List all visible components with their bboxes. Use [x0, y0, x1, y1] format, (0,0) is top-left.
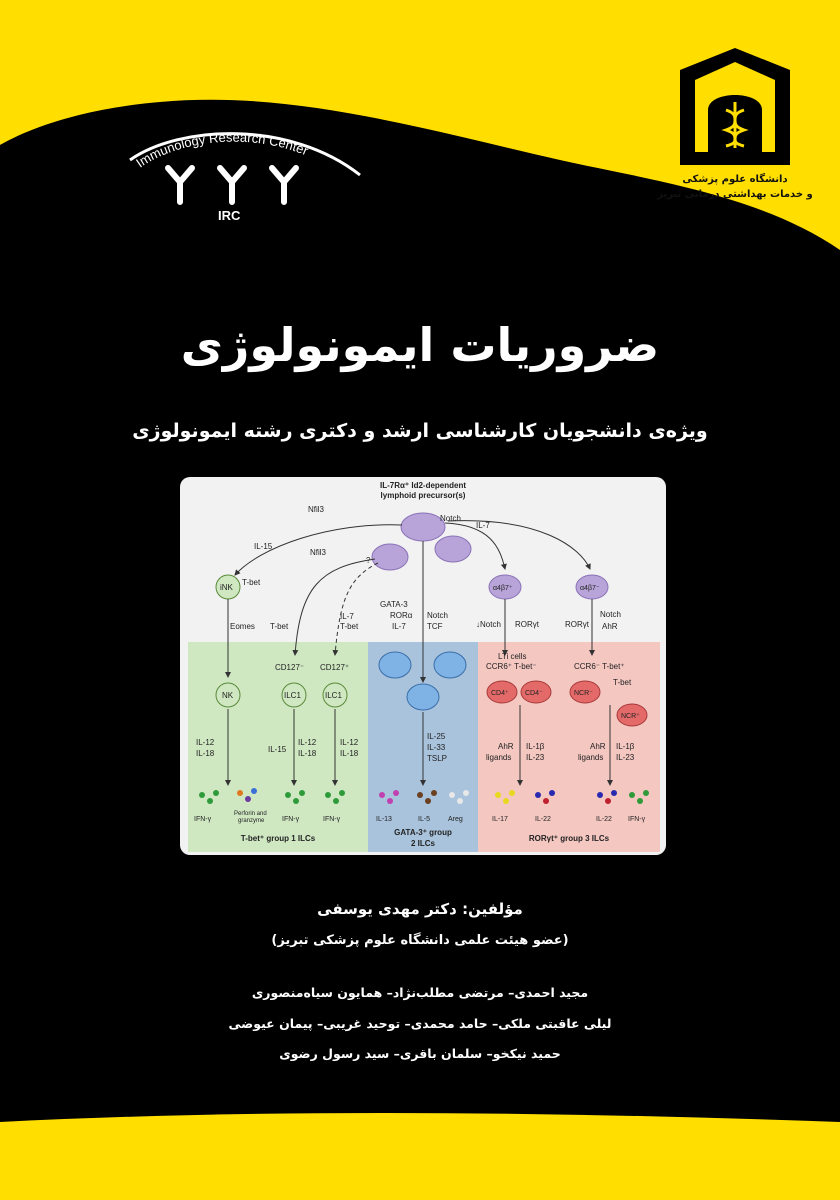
- precursor-cell: [401, 513, 445, 541]
- label-il22-b: IL-22: [596, 816, 612, 823]
- label-ncr-pos: NCR⁺: [621, 713, 640, 720]
- label-nfil3-a: Nfil3: [308, 505, 325, 514]
- label-ccr6-neg: CCR6⁻ T-bet⁺: [574, 662, 625, 671]
- label-il12-c: IL-12: [340, 738, 359, 747]
- label-il1b-2: IL-1β: [616, 742, 635, 751]
- label-ligands-2: ligands: [578, 753, 604, 762]
- label-ink: iNK: [220, 583, 233, 592]
- label-rorgt: RORγt: [515, 620, 539, 629]
- university-line-1: دانشگاه علوم پزشکی: [682, 174, 788, 185]
- label-il23-b: IL-23: [616, 753, 635, 762]
- coauthors-line-1: مجید احمدی– مرتضی مطلب‌نژاد– همایون سیاه‌منصوری: [251, 985, 589, 1000]
- label-rora: RORα: [390, 611, 413, 620]
- group2-label-2: 2 ILCs: [410, 839, 436, 848]
- label-il12-b: IL-12: [298, 738, 317, 747]
- university-line-2: و خدمات بهداشتی درمانی تبریز: [657, 189, 813, 200]
- label-tbet-3: T-bet: [340, 622, 359, 631]
- label-il18-a: IL-18: [196, 749, 215, 758]
- label-cd4-neg: CD4⁻: [525, 690, 543, 697]
- label-il18-c: IL-18: [340, 749, 359, 758]
- label-il23: IL-23: [526, 753, 545, 762]
- label-il15: IL-15: [254, 542, 273, 551]
- ilc2-cell: [379, 652, 411, 678]
- label-tbet-2: T-bet: [270, 622, 289, 631]
- label-notch: Notch: [440, 514, 461, 523]
- label-perforin: Perforin and: [234, 811, 267, 817]
- label-q: ?: [366, 556, 371, 565]
- ilc2-cell: [434, 652, 466, 678]
- label-cd127-pos: CD127⁺: [320, 663, 350, 672]
- label-cd127-neg: CD127⁻: [275, 663, 305, 672]
- group2-label-1: GATA-3⁺ group: [394, 828, 452, 837]
- label-il1b: IL-1β: [526, 742, 545, 751]
- book-title: ضروریات ایمونولوژی: [180, 318, 660, 372]
- ilc2-cell: [407, 684, 439, 710]
- label-nfil3-b: Nfil3: [310, 548, 327, 557]
- author-label: مؤلفین: دکتر مهدی یوسفی: [317, 900, 523, 918]
- label-tbet: T-bet: [242, 578, 261, 587]
- label-tbet-4: T-bet: [613, 678, 632, 687]
- label-tslp: TSLP: [427, 754, 448, 763]
- coauthors-line-2: لیلی عاقبتی ملکی– حامد محمدی– توحید غریبی– پیمان عیوضی: [228, 1016, 612, 1031]
- author-affiliation: (عضو هیئت علمی دانشگاه علوم پزشکی تبریز): [271, 933, 569, 948]
- university-name: [640, 172, 830, 202]
- irc-abbr: IRC: [218, 208, 241, 223]
- university-logo: [660, 40, 810, 170]
- label-il22: IL-22: [535, 816, 551, 823]
- label-granzyme: granzyme: [238, 818, 265, 824]
- label-ifng-4: IFN-γ: [628, 816, 646, 823]
- label-il17: IL-17: [492, 816, 508, 823]
- label-ahr-l: AhR: [498, 742, 514, 751]
- label-eomes: Eomes: [230, 622, 255, 631]
- label-notch-3: Notch: [600, 610, 621, 619]
- precursor-cell: [435, 536, 471, 562]
- label-ncr-neg: NCR⁻: [574, 690, 593, 697]
- label-lti: LTi cells: [498, 652, 527, 661]
- label-il7: IL-7: [476, 521, 490, 530]
- label-ifng-2: IFN-γ: [282, 816, 300, 823]
- label-ahr: AhR: [602, 622, 618, 631]
- bottom-yellow-band: [0, 1113, 840, 1200]
- label-il12-a: IL-12: [196, 738, 215, 747]
- group1-label: T-bet⁺ group 1 ILCs: [240, 834, 316, 843]
- ilc-diagram: [180, 477, 666, 855]
- label-il13: IL-13: [376, 816, 392, 823]
- antibody-icon: [168, 168, 296, 202]
- label-ccr6-pos: CCR6⁺ T-bet⁻: [486, 662, 537, 671]
- label-notch-2: Notch: [427, 611, 448, 620]
- label-ligands: ligands: [486, 753, 512, 762]
- label-cd4-pos: CD4⁺: [491, 690, 509, 697]
- label-ifng-3: IFN-γ: [323, 816, 341, 823]
- label-il18-b: IL-18: [298, 749, 317, 758]
- label-nk: NK: [222, 691, 234, 700]
- label-areg: Areg: [448, 816, 463, 823]
- precursor-label-1: IL-7Rα⁺ Id2-dependent: [379, 481, 467, 490]
- irc-name-fa: مرکز تحقیقات ایمونولوژی: [165, 222, 335, 237]
- irc-logo: [120, 120, 380, 230]
- label-rorgt-2: RORγt: [565, 620, 589, 629]
- label-ilc1-a: ILC1: [284, 691, 301, 700]
- label-a4b7-neg: α4β7⁻: [580, 585, 600, 592]
- irc-arc-text: Immunology Research Center: [133, 129, 311, 171]
- label-ahr-l2: AhR: [590, 742, 606, 751]
- precursor-cell: [372, 544, 408, 570]
- label-tcf: TCF: [427, 622, 443, 631]
- group3-label: RORγt⁺ group 3 ILCs: [528, 834, 610, 843]
- coauthors-line-3: حمید نیکخو– سلمان باقری– سید رسول رضوی: [279, 1046, 561, 1061]
- label-ifng-1: IFN-γ: [194, 816, 212, 823]
- label-il25: IL-25: [427, 732, 446, 741]
- label-ilc1-b: ILC1: [325, 691, 342, 700]
- label-il7-c: IL-7: [392, 622, 406, 631]
- precursor-label-2: lymphoid precursor(s): [380, 491, 466, 500]
- label-il5: IL-5: [418, 816, 431, 823]
- label-il33: IL-33: [427, 743, 446, 752]
- label-gata3: GATA-3: [380, 600, 408, 609]
- label-notch-down: ↓Notch: [476, 620, 501, 629]
- label-il15-b: IL-15: [268, 745, 287, 754]
- book-subtitle: ویژه‌ی دانشجویان کارشناسی ارشد و دکتری رشته ایمونولوژی: [132, 420, 708, 442]
- label-a4b7-pos: α4β7⁺: [493, 585, 513, 592]
- label-il7-b: IL-7: [340, 612, 354, 621]
